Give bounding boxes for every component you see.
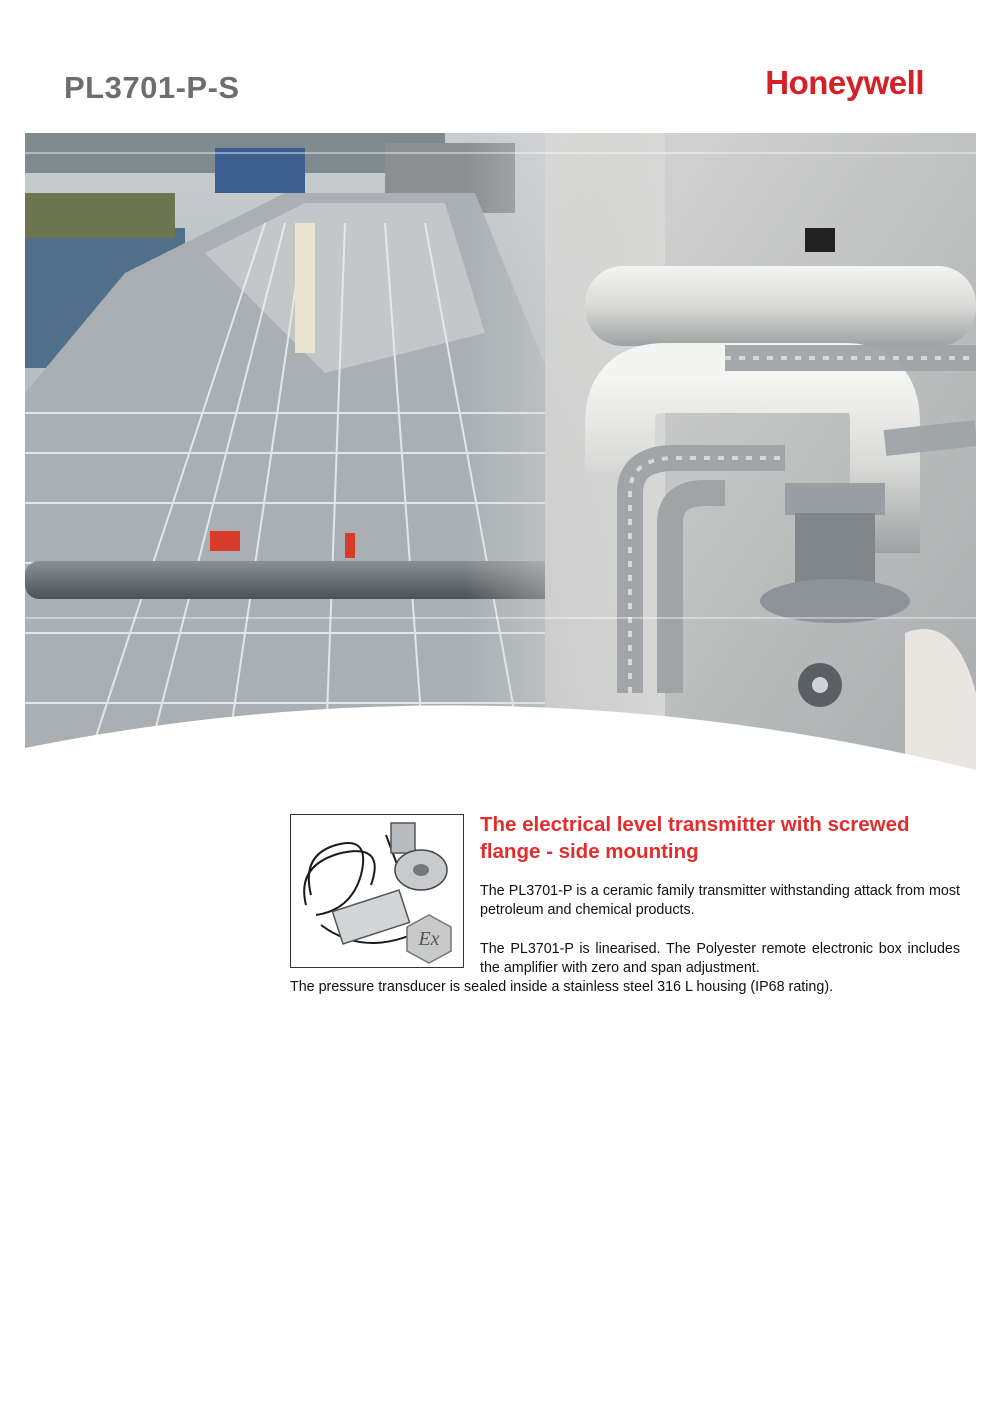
paragraph-family: The PL3701-P is a ceramic family transmitter withstanding attack from most petroleum and chemical products. [480, 883, 960, 918]
honeywell-logo: Honeywell [765, 64, 924, 101]
product-code-title: PL3701-P-S [64, 70, 240, 105]
hero-image [25, 133, 976, 770]
product-photo [290, 814, 464, 968]
transmitter-illustration [291, 815, 463, 967]
svg-text:Ex: Ex [418, 928, 440, 950]
hero-photo-collage [25, 133, 976, 770]
paragraph-linearised: The PL3701-P is linearised. The Polyester remote electronic box includes the amplifier with zero and span adjustment. [480, 941, 960, 976]
paragraph-housing: The pressure transducer is sealed inside a stainless steel 316 L housing (IP68 rating). [290, 979, 834, 995]
section-headline: The electrical level transmitter with screwed flange - side mounting [480, 813, 910, 863]
